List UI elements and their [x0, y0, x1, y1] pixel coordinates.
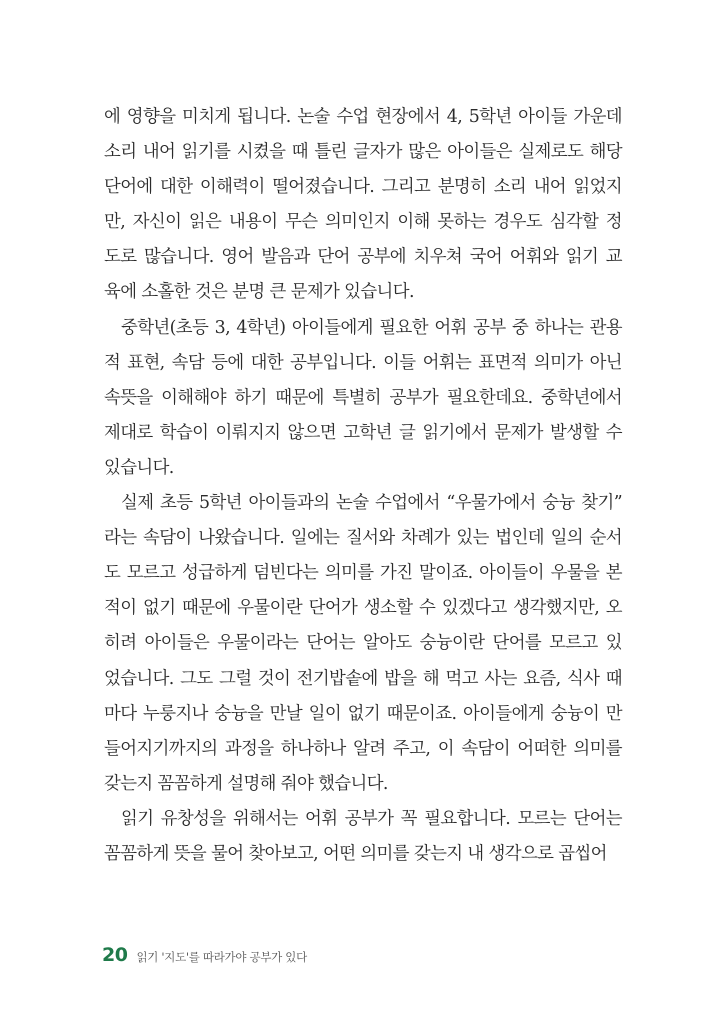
paragraph [104, 311, 622, 486]
text-line: 었습니다. 그도 그럴 것이 전기밥솥에 밥을 해 먹고 사는 요즘, 식사 때 [104, 668, 622, 689]
text-line: 꼼꼼하게 뜻을 물어 찾아보고, 어떤 의미를 갖는지 내 생각으로 곱씹어 [104, 843, 607, 864]
text-line: 적이 없기 때문에 우물이란 단어가 생소할 수 있겠다고 생각했지만, 오 [104, 598, 622, 619]
text-line: 실제 초등 5학년 아이들과의 논술 수업에서 “우물가에서 숭늉 찾기” [121, 493, 622, 514]
text-line: 속뜻을 이해해야 하기 때문에 특별히 공부가 필요한데요. 중학년에서 [104, 387, 622, 408]
text-line: 도로 많습니다. 영어 발음과 단어 공부에 치우쳐 국어 어휘와 읽기 교 [104, 247, 622, 268]
text-line: 육에 소홀한 것은 분명 큰 문제가 있습니다. [104, 282, 414, 303]
text-line: 읽기 유창성을 위해서는 어휘 공부가 꼭 필요합니다. 모르는 단어는 [121, 808, 622, 829]
paragraph [104, 100, 622, 311]
text-line: 제대로 학습이 이뤄지지 않으면 고학년 글 읽기에서 문제가 발생할 수 [104, 422, 622, 443]
text-line: 라는 속담이 나왔습니다. 일에는 질서와 차례가 있는 법인데 일의 순서 [104, 528, 622, 549]
text-line: 만, 자신이 읽은 내용이 무슨 의미인지 이해 못하는 경우도 심각할 정 [104, 212, 622, 233]
paragraph [104, 486, 622, 802]
text-line: 마다 누룽지나 숭늉을 만날 일이 없기 때문이죠. 아이들에게 숭늉이 만 [104, 703, 622, 724]
text-line: 중학년(초등 3, 4학년) 아이들에게 필요한 어휘 공부 중 하나는 관용 [121, 317, 622, 338]
body-text [104, 100, 622, 872]
paragraph [104, 802, 622, 872]
text-line: 소리 내어 읽기를 시켰을 때 틀린 글자가 많은 아이들은 실제로도 해당 [104, 142, 622, 163]
text-line: 갖는지 꼼꼼하게 설명해 줘야 했습니다. [104, 773, 388, 794]
text-line: 있습니다. [104, 457, 174, 478]
text-line: 들어지기까지의 과정을 하나하나 알려 주고, 이 속담이 어떠한 의미를 [104, 738, 622, 759]
text-line: 단어에 대한 이해력이 떨어졌습니다. 그리고 분명히 소리 내어 읽었지 [104, 177, 622, 198]
text-line: 도 모르고 성급하게 덤빈다는 의미를 가진 말이죠. 아이들이 우물을 본 [104, 563, 622, 584]
running-title: 읽기 '지도'를 따라가야 공부가 있다 [136, 950, 307, 964]
page-number: 20 [102, 944, 128, 966]
page-footer [102, 944, 307, 966]
text-line: 히려 아이들은 우물이라는 단어는 알아도 숭늉이란 단어를 모르고 있 [104, 633, 622, 654]
text-line: 적 표현, 속담 등에 대한 공부입니다. 이들 어휘는 표면적 의미가 아닌 [104, 352, 622, 373]
text-line: 에 영향을 미치게 됩니다. 논술 수업 현장에서 4, 5학년 아이들 가운데 [104, 107, 622, 127]
